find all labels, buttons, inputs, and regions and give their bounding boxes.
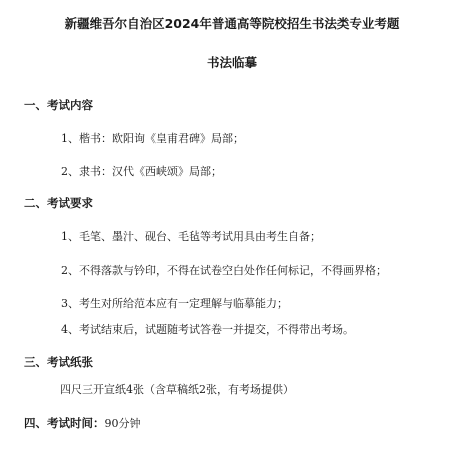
section-heading-paper: 三、考试纸张 — [24, 355, 93, 369]
section-heading-duration: 四、考试时间： — [24, 416, 105, 430]
list-item: 2、不得落款与钤印，不得在试卷空白处作任何标记，不得画界格； — [61, 264, 387, 277]
document-subtitle: 书法临摹 — [206, 55, 257, 70]
list-item: 3、考生对所给范本应有一定理解与临摹能力； — [61, 297, 288, 310]
list-item: 1、楷书：欧阳询《皇甫君碑》局部； — [61, 132, 244, 145]
exam-duration-value: 90分钟 — [104, 417, 141, 430]
list-item: 2、隶书：汉代《西峡颂》局部； — [61, 165, 222, 178]
section-heading-content: 一、考试内容 — [24, 98, 93, 112]
list-item: 4、考试结束后，试题随考试答卷一并提交，不得带出考场。 — [61, 323, 354, 336]
list-item: 四尺三开宣纸4张（含草稿纸2张，有考场提供） — [60, 383, 294, 396]
exam-duration-row — [24, 412, 141, 431]
list-item: 1、毛笔、墨汁、砚台、毛毡等考试用具由考生自备； — [61, 230, 321, 243]
section-heading-requirements: 二、考试要求 — [24, 196, 93, 210]
document-title: 新疆维吾尔自治区2024年普通高等院校招生书法类专业考题 — [64, 16, 400, 31]
